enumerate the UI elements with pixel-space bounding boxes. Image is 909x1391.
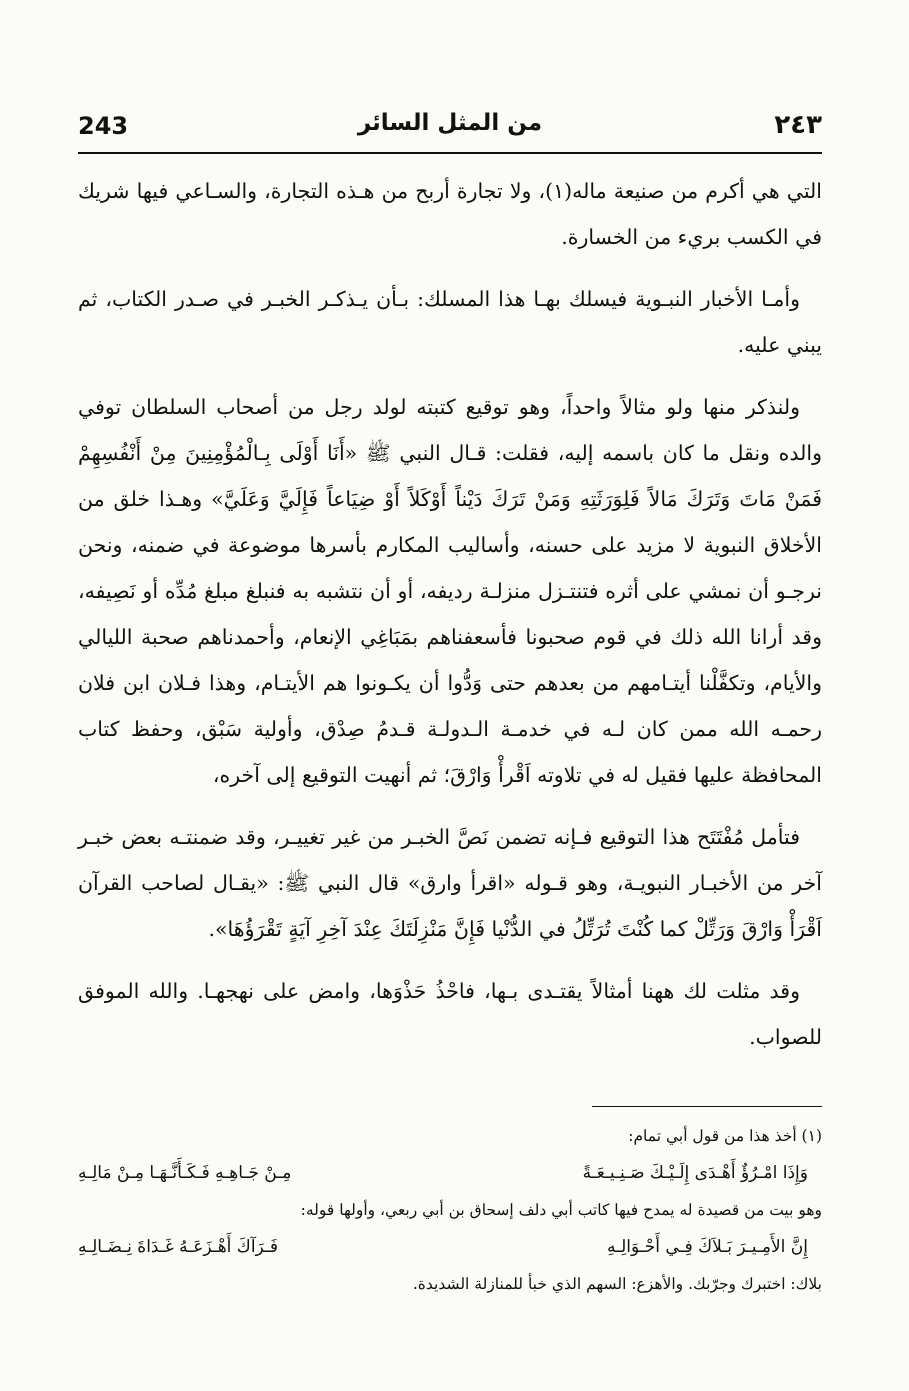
footnote-intro: (١) أخذ هذا من قول أبي تمام: — [628, 1127, 822, 1145]
page-number-latin: 243 — [78, 112, 129, 140]
page-header — [78, 108, 822, 154]
verse-2-first-hemistich: إِنَّ الأَمِـيـرَ بَـلاَكَ فِـي أَحْـوَالِـهِ — [607, 1237, 808, 1257]
verse-1-second-hemistich: مِـنْ جَـاهِـهِ فَـكَـأَنَّـهَـا مِـنْ مَالِـهِ — [78, 1163, 292, 1183]
verse-1-first-hemistich: وَإِذَا امْـرُؤٌ أَهْـدَى إِلَـيْـكَ صَـنِـيـعَـةً — [582, 1163, 808, 1183]
footnote-note: وهو بيت من قصيدة له يمدح فيها كاتب أبي دلف إسحاق بن أبي ربعي، وأولها قوله: — [300, 1201, 822, 1219]
verse-2 — [78, 1229, 822, 1266]
verse-1 — [78, 1155, 822, 1192]
paragraph-2: وأمـا الأخبار النبـوية فيسلك بهـا هذا المسلك: بـأن يـذكـر الخبـر في صـدر الكتاب، ثم يبني عليه. — [78, 287, 822, 357]
running-title: من المثل السائر — [357, 110, 543, 136]
footnote-separator — [592, 1106, 822, 1107]
verse-2-second-hemistich: فَـرَآكَ أَهْـزَعَـهُ غَـدَاةَ نِـضَـالِـهِ — [78, 1237, 279, 1257]
footnote-gloss: بلاك: اختبرك وجرّبك. والأهزع: السهم الذي خبأ للمنازلة الشديدة. — [412, 1275, 822, 1293]
page-number-arabic: ٢٤٣ — [774, 110, 822, 140]
paragraph-3: ولنذكر منها ولو مثالاً واحداً، وهو توقيع كتبته لولد رجل من أصحاب السلطان توفي والده ونقل ما كان باسمه إليه، فقلت: قـال النبي ﷺ «أَنَا أَوْلَى بِـالْمُؤْمِنِينَ مِنْ أَنْفُسِهِمْ فَمَنْ مَاتَ وَتَرَكَ مَالاً فَلِوَرَثَتِهِ وَمَنْ تَرَكَ دَيْناً أَوْكَلاً أَوْ ضِيَاعاً فَإِلَيَّ وَعَلَيَّ» وهـذا خلق من الأخلاق النبوية لا مزيد على حسنه، وأساليب المكارم بأسرها موضوعة في ضمنه، ونحن نرجـو أن نمشي على أثره فتنتـزل منزلـة رديفه، أو أن نتشبه به فنبلغ مبلغ مُدِّه أو نَصِيفه، وقد أرانا الله ذلك في قوم صحبونا فأسعفناهم بمَبَاغِي الإنعام، وأحمدناهم صحبة الليالي والأيام، وتكفَّلْنا أيتـامهم من بعدهم حتى وَدُّوا أن يكـونوا هم الأيتـام، وهذا فـلان ابن فلان رحمـه الله ممن كان لـه في خدمـة الـدولـة قـدمُ صِدْق، وأولية سَبْق، وحفظ كتاب المحافظة عليها فقيل له في تلاوته اَقْرأْ وَارْقَ؛ ثم أنهيت التوقيع إلى آخره، — [78, 395, 822, 787]
footnotes — [78, 1118, 822, 1303]
paragraph-1: التي هي أكرم من صنيعة ماله(١)، ولا تجارة أربح من هـذه التجارة، والسـاعي فيها شريك في الكسب بريء من الخسارة. — [78, 179, 822, 249]
paragraph-5: وقد مثلت لك ههنا أمثالاً يقتـدى بـها، فاحْذُ حَذْوَها، وامض على نهجهـا. والله الموفق للصواب. — [78, 979, 822, 1049]
paragraph-4: فتأمل مُفْتَتَح هذا التوقيع فـإنه تضمن نَصَّ الخبـر من غير تغييـر، وقد ضمنتـه بعض خبـر آخر من الأخبـار النبويـة، وهو قـوله «اقرأ وارق» قال النبي ﷺ: «يقـال لصاحب القرآن اَقْرَأْ وَارْقَ وَرَتِّلْ كما كُنْتَ تُرَتِّلُ في الدُّنْيا فَإِنَّ مَنْزِلَتَكَ عِنْدَ آخِرِ آيَةٍ تَقْرَؤُهَا». — [78, 825, 822, 941]
main-text — [78, 168, 822, 1076]
